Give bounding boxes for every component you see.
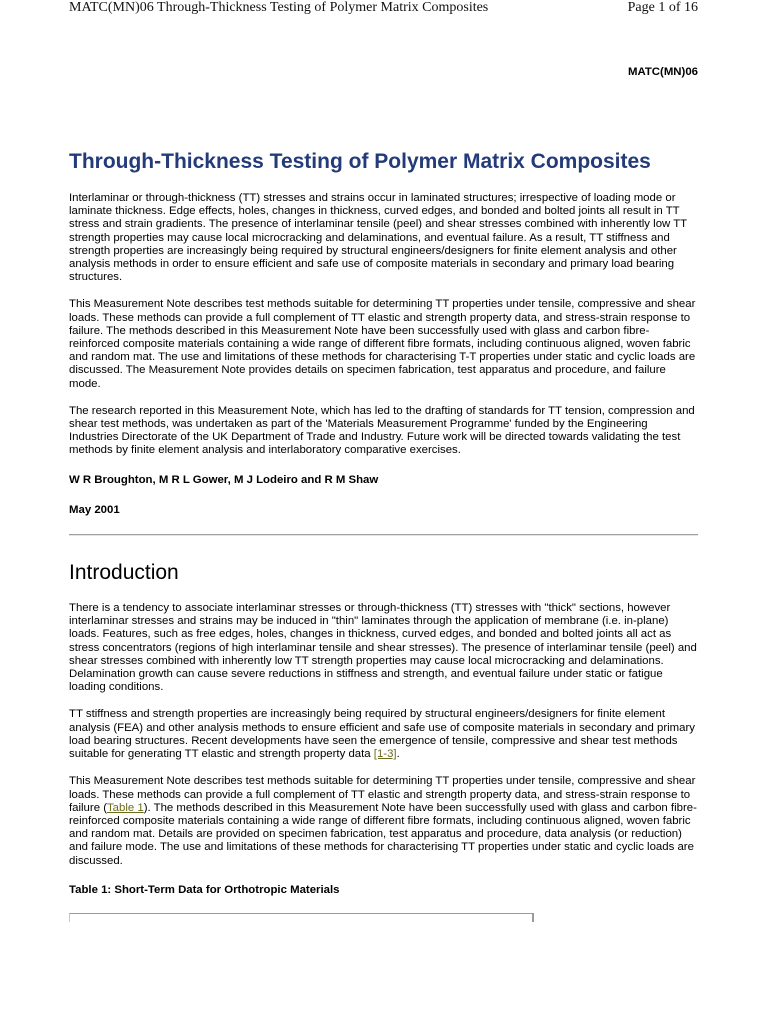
introduction-paragraph-2-text: TT stiffness and strength properties are increasingly being required by structural engineers/designers for finite element analysis (FEA) and other analysis methods to ensure efficient and safe use of composite materials in secondary and primary load bearing structures. Recent developments have seen the emergence of tensile, compressive and shear test methods suitable for generating TT elastic and strength property data (69, 708, 695, 761)
page-indicator: Page 1 of 16 (627, 0, 698, 15)
table-1-caption: Table 1: Short-Term Data for Orthotropic Materials (69, 883, 340, 896)
reference-link-1-3[interactable]: [1-3] (373, 748, 397, 761)
introduction-paragraph-1: There is a tendency to associate interlaminar stresses or through-thickness (TT) stresses with "thick" sections, however interlaminar stresses and strains may be induced in "thin" laminates through the application of membrane (i.e. in-plane) loads. Features, such as free edges, holes, changes in thickness, curved edges, and bonded and bolted joints all act as stress concentrators (regions of high interlaminar tensile and shear stresses). The presence of interlaminar tensile (peel) and shear stresses combined with inherently low TT strength properties may cause local microcracking and delaminations. Delamination growth can cause severe reductions in stiffness and strength, and eventual failure under static or fatigue loading conditions. (69, 602, 697, 694)
introduction-paragraph-3 (69, 775, 698, 867)
reference-code: MATC(MN)06 (627, 66, 698, 78)
print-header-doc-title: MATC(MN)06 Through-Thickness Testing of Polymer Matrix Composites (69, 0, 489, 15)
document-content (69, 66, 698, 922)
introduction-paragraph-2-end: . (396, 748, 400, 761)
print-header (69, 0, 698, 20)
document-title: Through-Thickness Testing of Polymer Matrix Composites (69, 150, 651, 173)
introduction-paragraph-2 (69, 708, 698, 761)
table-1-link[interactable]: Table 1 (106, 801, 144, 814)
introduction-paragraph-3-end: ). The methods described in this Measurement Note have been successfully used with glass and carbon fibre-reinforced composite materials containing a wide range of different fibre formats, including continuous aligned, woven fabric and random mat. Details are provided on specimen fabrication, test apparatus and procedure, data analysis (or reduction) and failure mode. The use and limitations of these methods for characterising TT properties under static and cyclic loads are discussed. (69, 801, 697, 867)
authors: W R Broughton, M R L Gower, M J Lodeiro and R M Shaw (69, 473, 379, 486)
abstract-paragraph-2: This Measurement Note describes test methods suitable for determining TT properties under tensile, compressive and shear loads. These methods can provide a full complement of TT elastic and strength property data, and stress-strain response to failure. The methods described in this Measurement Note have been successfully used with glass and carbon fibre-reinforced composite materials containing a wide range of different fibre formats, including continuous aligned, woven fabric and random mat. The use and limitations of these methods for characterising T-T properties under static and cyclic loads are discussed. The Measurement Note provides details on specimen fabrication, test apparatus and procedure, and failure mode. (69, 298, 696, 390)
horizontal-divider (69, 534, 698, 536)
abstract-paragraph-1: Interlaminar or through-thickness (TT) stresses and strains occur in laminated structures; irrespective of loading mode or laminate thickness. Edge effects, holes, changes in thickness, curved edges, and bonded and bolted joints all result in TT stress and strain gradients. The presence of interlaminar tensile (peel) and shear stresses combined with inherently low TT strength properties may cause local microcracking and delaminations, and eventual failure. As a result, TT stiffness and strength properties are increasingly being required by structural engineers/designers for finite element analysis and other analysis methods in order to ensure efficient and safe use of composite materials in secondary and primary load bearing structures. (69, 192, 687, 284)
introduction-paragraph-3-start: This Measurement Note describes test methods suitable for determining TT properties under tensile, compressive and shear loads. These methods can provide a full complement of TT elastic and strength property data, and stress-strain response to failure ( (69, 775, 696, 814)
introduction-heading: Introduction (69, 561, 179, 585)
abstract-paragraph-3: The research reported in this Measurement Note, which has led to the drafting of standards for TT tension, compression and shear test methods, was undertaken as part of the 'Materials Measurement Programme' funded by the Engineering Industries Directorate of the UK Department of Trade and Industry. Future work will be directed towards validating the test methods by finite element analysis and interlaboratory comparative exercises. (69, 404, 695, 457)
publication-date: May 2001 (69, 503, 120, 516)
table-1-frame (69, 913, 534, 922)
